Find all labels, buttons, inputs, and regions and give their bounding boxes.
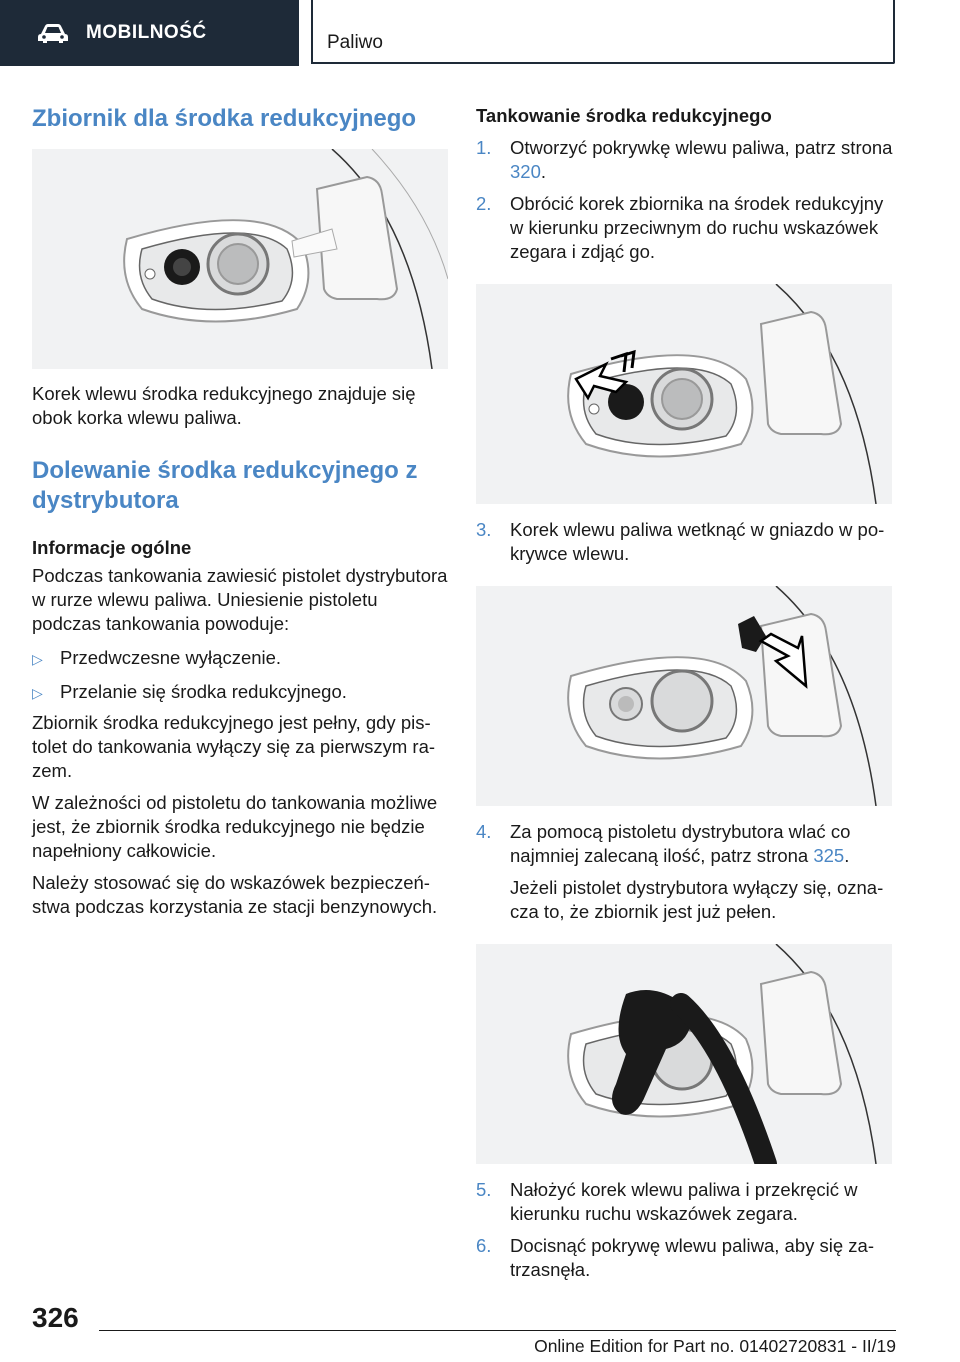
step-5 — [476, 1178, 896, 1226]
section-title-2: Dolewanie środka redukcyjnego z dystrybutora — [32, 457, 418, 514]
step-text: Nałożyć korek wlewu paliwa i przekręcić w kierunku ruchu wskazówek zegara. — [510, 1179, 858, 1224]
step-number: 2. — [476, 193, 492, 214]
section-header — [0, 0, 299, 66]
step-text: Docisnąć pokrywę wlewu paliwa, aby się zatrzasnęła. — [510, 1235, 874, 1280]
step-number: 4. — [476, 821, 492, 842]
cap-removal-photo — [476, 284, 892, 504]
step-6 — [476, 1234, 896, 1282]
car-icon — [36, 22, 70, 44]
bullet-text: Przedwczesne wyłączenie. — [60, 647, 282, 668]
step-3 — [476, 518, 896, 566]
refueling-photo — [476, 944, 892, 1164]
right-column — [476, 100, 896, 1282]
footer-divider — [99, 1330, 896, 1331]
step-text: Otworzyć pokrywkę wlewu paliwa, patrz strona — [510, 137, 893, 158]
step-number: 5. — [476, 1179, 492, 1200]
step-text: Obrócić korek zbiornika na środek redukcyjny w kierunku przeciwnym do ruchu wskazówek zegara i zdjąć go. — [510, 193, 884, 262]
bullet-item — [32, 680, 448, 705]
chapter-label: Paliwo — [327, 32, 383, 53]
procedure-title: Tankowanie środka redukcyjnego — [476, 105, 772, 126]
page-link-325[interactable]: 325 — [813, 845, 845, 866]
bullet-item — [32, 646, 448, 671]
paragraph-nozzle-note: W zależności od pistoletu do tankowania możliwe jest, że zbiornik środka redukcyjnego nie będzie napełniony całkowicie. — [32, 792, 438, 861]
photo-caption: Korek wlewu środka redukcyjnego znajduje się obok korka wlewu paliwa. — [32, 383, 416, 428]
chapter-tab — [311, 0, 895, 64]
step-4: 4. Za pomocą pistoletu dystrybutora wlać co najmniej zalecaną ilość, patrz strona 325. Jeżeli pistolet dystrybutora wyłączy się, oznacza to, że zbiornik jest już pełen. — [476, 820, 896, 924]
page-number: 326 — [32, 1302, 79, 1333]
paragraph-intro: Podczas tankowania zawiesić pistolet dystrybutora w rurze wlewu paliwa. Uniesienie pistoletu podczas tankowania powoduje: — [32, 565, 448, 634]
triangle-bullet-icon: ▷ — [32, 685, 43, 701]
cap-placement-photo — [476, 586, 892, 806]
section-label: MOBILNOŚĆ — [86, 22, 207, 43]
subheading-general-info: Informacje ogólne — [32, 537, 192, 558]
tank-filler-photo — [32, 149, 448, 369]
step-2 — [476, 192, 896, 264]
step-text: Za pomocą pistoletu dystrybutora wlać co najmniej zalecaną ilość, patrz strona — [510, 821, 851, 866]
paragraph-safety: Należy stosować się do wskazówek bezpieczeństwa podczas korzystania ze stacji benzynowych. — [32, 872, 438, 917]
edition-info: Online Edition for Part no. 01402720831 - II/19 — [534, 1336, 896, 1356]
step-number: 1. — [476, 137, 492, 158]
step-text: Korek wlewu paliwa wetknąć w gniazdo w pokrywce wlewu. — [510, 519, 885, 564]
left-column — [32, 100, 448, 919]
step-number: 6. — [476, 1235, 492, 1256]
step-note: Jeżeli pistolet dystrybutora wyłączy się, oznacza to, że zbiornik jest już pełen. — [510, 877, 884, 922]
paragraph-full-tank: Zbiornik środka redukcyjnego jest pełny, gdy pistolet do tankowania wyłączy się za pierwszym razem. — [32, 712, 436, 781]
step-1: 1. Otworzyć pokrywkę wlewu paliwa, patrz strona 320. — [476, 137, 893, 182]
section-title: Zbiornik dla środka redukcyjnego — [32, 105, 417, 132]
triangle-bullet-icon: ▷ — [32, 651, 43, 667]
page-link-320[interactable]: 320 — [510, 161, 541, 182]
step-number: 3. — [476, 519, 492, 540]
bullet-text: Przelanie się środka redukcyjnego. — [60, 681, 347, 702]
